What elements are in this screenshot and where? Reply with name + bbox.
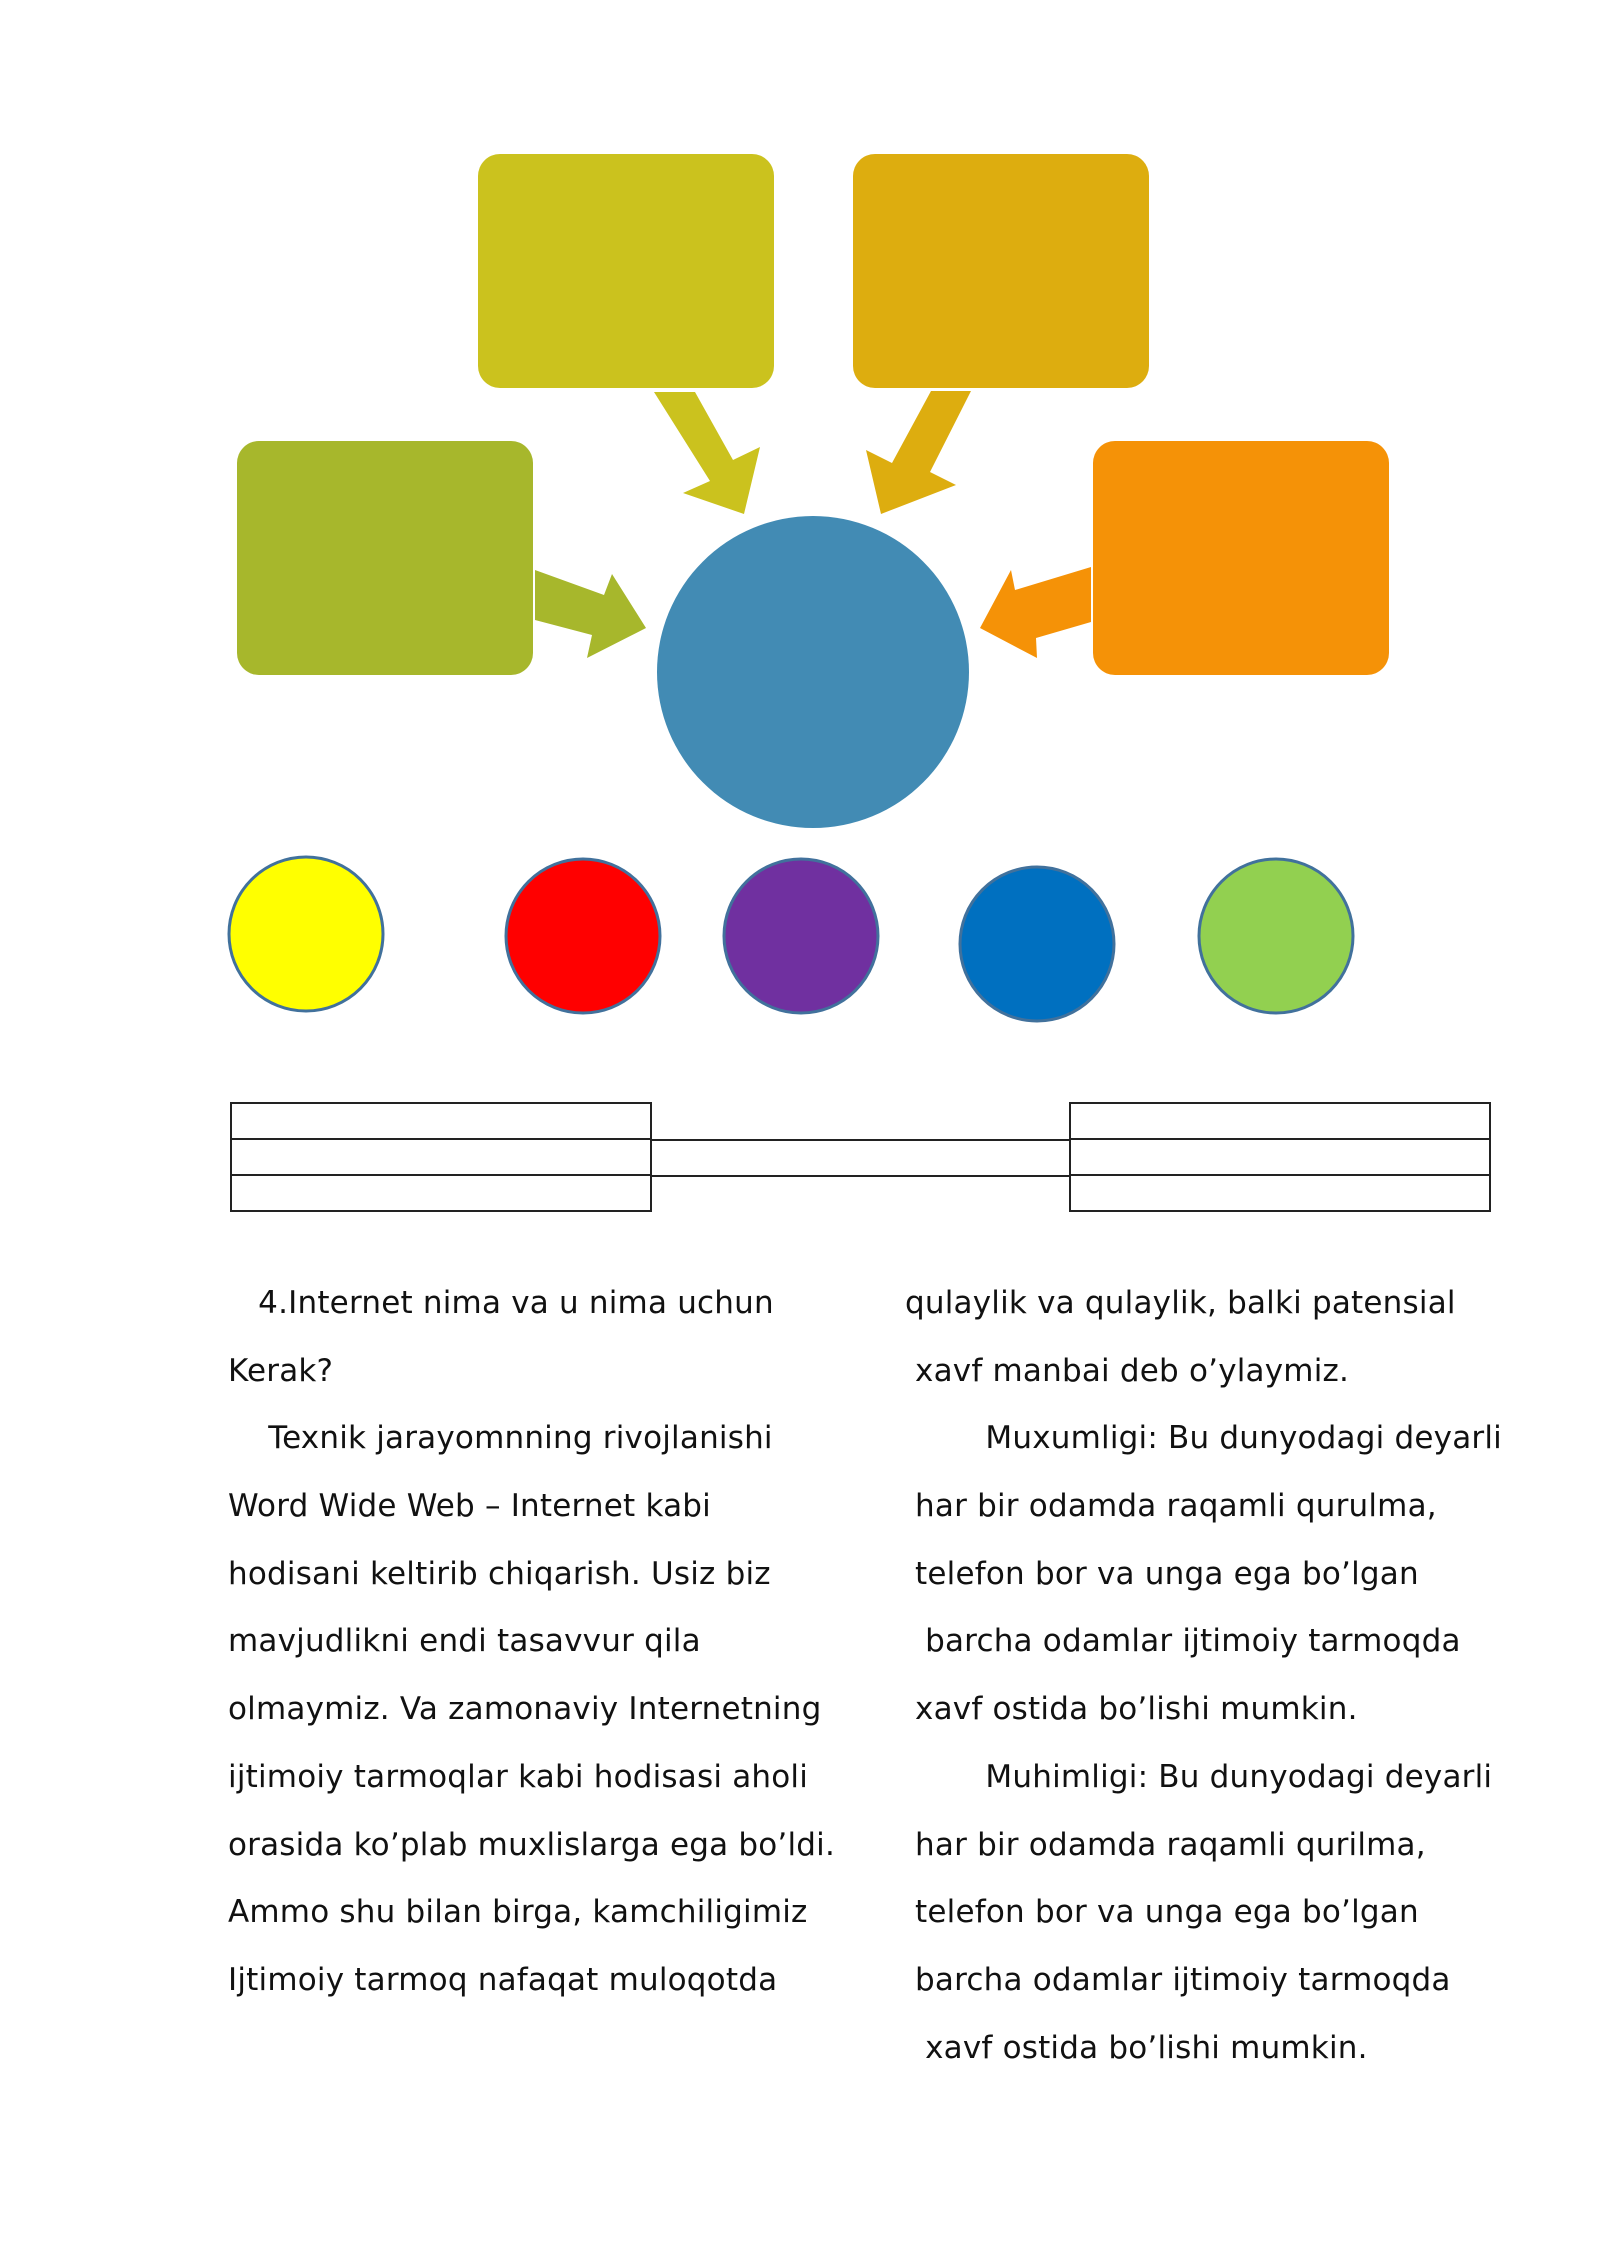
text-line: 4.Internet nima va u nima uchun bbox=[228, 1285, 774, 1321]
color-circle-purple bbox=[724, 859, 878, 1013]
table-connector-bottom bbox=[650, 1175, 1070, 1177]
table-connector-top bbox=[650, 1139, 1070, 1141]
color-circle-green bbox=[1199, 859, 1353, 1013]
table-right-row-1 bbox=[1070, 1103, 1490, 1139]
color-circle-yellow bbox=[229, 857, 383, 1011]
text-line: mavjudlikni endi tasavvur qila bbox=[228, 1623, 701, 1660]
box-top-right bbox=[853, 154, 1149, 388]
text-line: hodisani keltirib chiqarish. Usiz biz bbox=[228, 1555, 771, 1592]
table-right-row-3 bbox=[1070, 1175, 1490, 1211]
text-line: Texnik jarayomnning rivojlanishi bbox=[228, 1420, 773, 1457]
table-right-row-2 bbox=[1070, 1139, 1490, 1175]
text-line: Word Wide Web – Internet kabi bbox=[228, 1488, 711, 1525]
mind-map-diagram bbox=[0, 0, 1600, 1060]
arrow-left bbox=[535, 570, 646, 658]
table-right bbox=[1069, 1102, 1491, 1212]
text-line: ijtimoiy tarmoqlar kabi hodisasi aholi bbox=[228, 1758, 809, 1795]
text-line: har bir odamda raqamli qurilma, bbox=[905, 1826, 1426, 1863]
text-line: telefon bor va unga ega bo’lgan bbox=[905, 1894, 1419, 1931]
text-line: Kerak? bbox=[228, 1352, 334, 1389]
arrow-top-left bbox=[654, 392, 760, 514]
text-line: telefon bor va unga ega bo’lgan bbox=[905, 1555, 1419, 1592]
text-column-right bbox=[905, 1270, 1545, 2082]
table-left-row-1 bbox=[231, 1103, 651, 1139]
text-column-left bbox=[228, 1270, 868, 2015]
text-line: xavf ostida bo’lishi mumkin. bbox=[905, 1691, 1358, 1728]
box-top-left bbox=[478, 154, 774, 388]
text-line: Ijtimoiy tarmoq nafaqat muloqotda bbox=[228, 1961, 778, 1998]
text-line: Muxumligi: Bu dunyodagi deyarli bbox=[905, 1420, 1502, 1457]
text-line: barcha odamlar ijtimoiy tarmoqda bbox=[905, 1961, 1451, 1998]
center-circle bbox=[657, 516, 969, 828]
box-left bbox=[237, 441, 533, 675]
box-right bbox=[1093, 441, 1389, 675]
table-left bbox=[230, 1102, 652, 1212]
text-line: barcha odamlar ijtimoiy tarmoqda bbox=[905, 1623, 1461, 1660]
text-line: Muhimligi: Bu dunyodagi deyarli bbox=[905, 1758, 1493, 1795]
text-line: qulaylik va qulaylik, balki patensial bbox=[905, 1285, 1456, 1321]
text-line: xavf ostida bo’lishi mumkin. bbox=[905, 2029, 1368, 2066]
color-circle-red bbox=[506, 859, 660, 1013]
arrow-right bbox=[980, 567, 1091, 658]
text-line: xavf manbai deb o’ylaymiz. bbox=[905, 1352, 1350, 1389]
table-left-row-2 bbox=[231, 1139, 651, 1175]
text-line: olmaymiz. Va zamonaviy Internetning bbox=[228, 1691, 822, 1728]
text-line: har bir odamda raqamli qurulma, bbox=[905, 1488, 1437, 1525]
arrow-top-right bbox=[866, 391, 971, 514]
text-line: Ammo shu bilan birga, kamchiligimiz bbox=[228, 1894, 808, 1931]
table-left-row-3 bbox=[231, 1175, 651, 1211]
text-line: orasida ko’plab muxlislarga ega bo’ldi. bbox=[228, 1826, 836, 1863]
color-circle-blue bbox=[960, 867, 1114, 1021]
